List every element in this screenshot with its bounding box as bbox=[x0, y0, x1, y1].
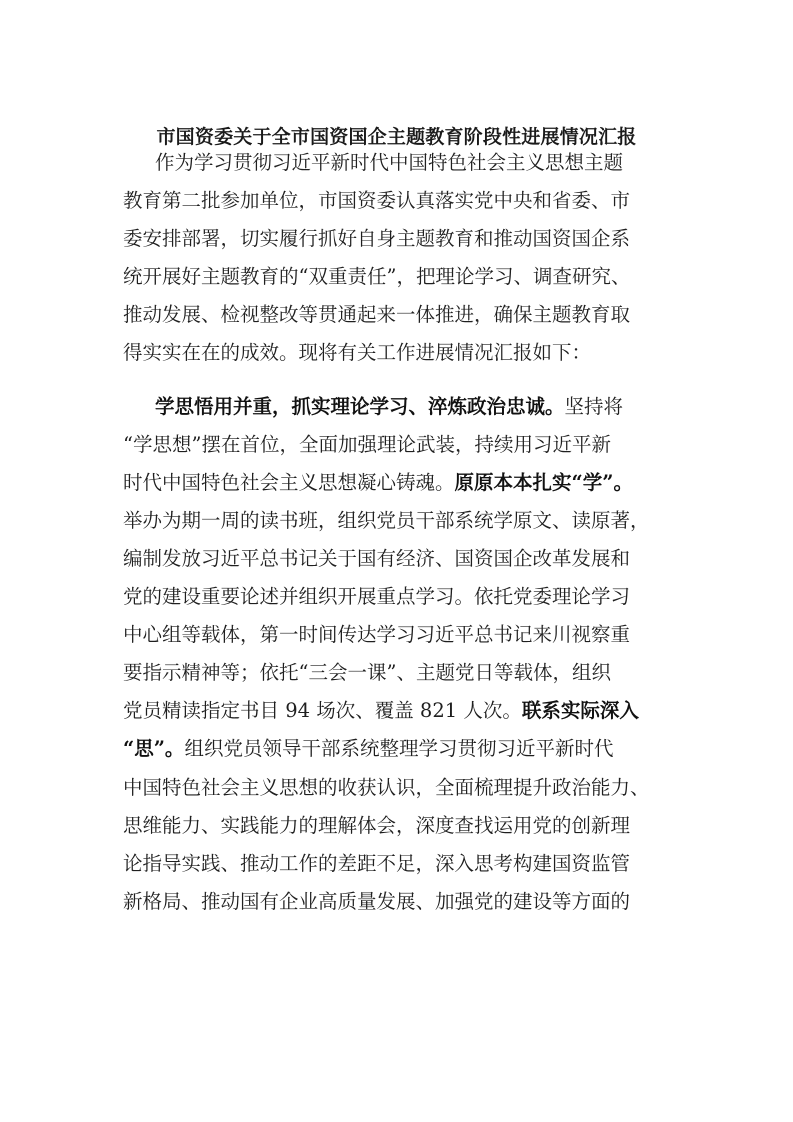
text-line: “学思想”摆在首位，全面加强理论武装，持续用习近平新 bbox=[123, 432, 611, 456]
section-heading: 学思悟用并重，抓实理论学习、淬炼政治忠诚。 bbox=[155, 394, 565, 418]
text-line bbox=[123, 692, 676, 730]
subheading-study: 原原本本扎实“学”。 bbox=[454, 470, 633, 494]
text-fragment: 党员精读指定书目 94 场次、覆盖 821 人次。 bbox=[123, 699, 522, 723]
text-line: 举办为期一周的读书班，组织党员干部系统学原文、读原著， bbox=[123, 508, 650, 532]
text-line bbox=[123, 464, 676, 502]
text-line: 编制发放习近平总书记关于国有经济、国资国企改革发展和 bbox=[123, 546, 631, 570]
text-line: 要指示精神等；依托“三会一课”、主题党日等载体，组织 bbox=[123, 661, 611, 685]
subheading-think-part2: “思”。 bbox=[123, 737, 185, 761]
text-line: 教育第二批参加单位，市国资委认真落实党中央和省委、市 bbox=[123, 189, 631, 213]
section-paragraph bbox=[123, 388, 676, 921]
text-line: 党的建设重要论述并组织开展重点学习。依托党委理论学习 bbox=[123, 585, 631, 609]
text-line: 统开展好主题教育的“双重责任”，把理论学习、调查研究、 bbox=[123, 265, 631, 289]
document-body bbox=[123, 144, 676, 921]
text-line bbox=[123, 730, 676, 768]
text-line: 中国特色社会主义思想的收获认识，全面梳理提升政治能力、 bbox=[123, 775, 650, 799]
text-line: 中心组等载体，第一时间传达学习习近平总书记来川视察重 bbox=[123, 623, 631, 647]
text-line: 思维能力、实践能力的理解体会，深度查找运用党的创新理 bbox=[123, 813, 631, 837]
intro-paragraph bbox=[123, 144, 676, 373]
text-line: 新格局、推动国有企业高质量发展、加强党的建设等方面的 bbox=[123, 889, 631, 913]
text-fragment: 时代中国特色社会主义思想凝心铸魂。 bbox=[123, 470, 455, 494]
document-title: 市国资委关于全市国资国企主题教育阶段性进展情况汇报 bbox=[156, 126, 637, 148]
text-line: 论指导实践、推动工作的差距不足，深入思考构建国资监管 bbox=[123, 851, 631, 875]
text-line: 得实实在在的成效。现将有关工作进展情况汇报如下： bbox=[123, 341, 592, 365]
subheading-think-part1: 联系实际深入 bbox=[521, 699, 639, 723]
text-line: 作为学习贯彻习近平新时代中国特色社会主义思想主题 bbox=[155, 151, 624, 174]
text-fragment: 组织党员领导干部系统整理学习贯彻习近平新时代 bbox=[184, 737, 614, 761]
text-line: 委安排部署，切实履行抓好自身主题教育和推动国资国企系 bbox=[123, 227, 631, 251]
text-fragment: 坚持将 bbox=[564, 394, 624, 418]
text-line: 推动发展、检视整改等贯通起来一体推进，确保主题教育取 bbox=[123, 303, 631, 327]
text-line bbox=[123, 388, 676, 426]
